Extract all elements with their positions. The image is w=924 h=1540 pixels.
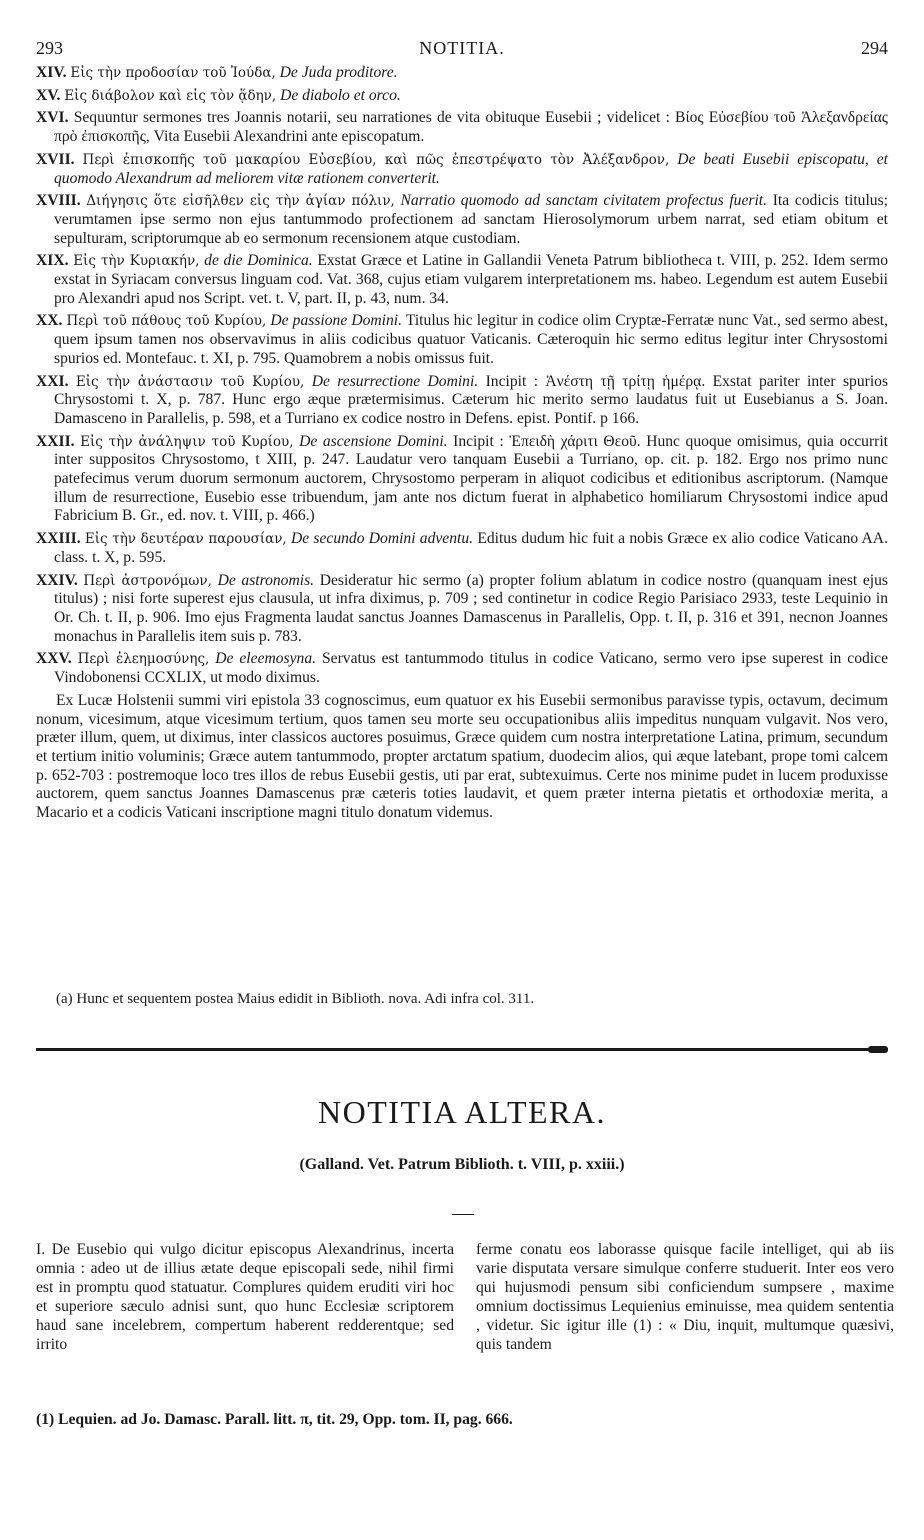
entry-greek-title: Εἰς τὴν δευτέραν παρουσίαν, (84, 531, 287, 548)
entry-latin-title: De beati Eusebii episcopatu, et quomodo Alexandrum ad meliorem vitæ rationem converterit. (54, 150, 888, 187)
entry-latin-title: De secundo Domini adventu. (290, 530, 474, 548)
entry-xv (36, 87, 888, 106)
entry-greek-title: Εἰς τὴν ἀνάστασιν τοῦ Κυρίου, (75, 373, 305, 390)
entry-xviii (36, 192, 888, 248)
entry-greek-title: Εἰς τὴν Κυριακήν, (73, 253, 200, 270)
entry-latin-title: De diabolo et orco. (280, 86, 401, 104)
short-divider (452, 1214, 474, 1215)
entry-greek-title: Περὶ ἐπισκοπῆς τοῦ μακαρίου Εὐσεβίου, καὶ πῶς ἐπεστρέψατο τὸν Ἀλέξανδρον, (82, 151, 670, 168)
entry-greek-title: Περὶ τοῦ πάθους τοῦ Κυρίου, (66, 313, 267, 330)
entry-xxiv (36, 572, 888, 647)
entry-text: Desideratur hic sermo (a) propter folium ablatum in codice nostro (quanquam inest ejus titulus) ; nisi forte superest ejus clausula, ut infra diximus, p. 709 ; sed continetur in codice Regio Parisiaco 2933, teste Lequinio in Or. Ch. t. II, p. 906. Imo ejus Fragmenta laudat sanctus Joannes Damascenus in Parallelis, Opp. t. II, p. 316 et 391, necnon Joannes monachus in Parallelis item suis p. 783. (54, 571, 888, 645)
entry-number: XVIII. (36, 192, 81, 210)
entry-latin-title: De ascensione Domini. (299, 432, 448, 450)
running-head (36, 38, 888, 60)
entry-xxiii (36, 530, 888, 567)
entry-number: XXI. (36, 372, 69, 390)
entry-number: XIV. (36, 64, 67, 81)
entry-text: Servatus est tantummodo titulus in codice Vaticano, sermo vero ipse superest in codice Vindobonensi CCXLIX, ut modo diximus. (54, 650, 888, 687)
section-subtitle: (Galland. Vet. Patrum Biblioth. t. VIII, p. xxiii.) (299, 1156, 625, 1173)
entry-number: XXIV. (36, 571, 78, 589)
entry-greek-title: Περὶ ἐλεημοσύνης, (77, 651, 210, 668)
entry-latin-title: De passione Domini. (270, 312, 403, 330)
entry-number: XVII. (36, 150, 75, 168)
sermon-list (36, 64, 888, 823)
entry-xvi (36, 109, 888, 146)
entry-greek-title: Εἰς διάβολον καὶ εἰς τὸν ᾅδην, (64, 87, 277, 104)
entry-xxi (36, 373, 888, 429)
entry-text: Titulus hic legitur in codice olim Cryptæ-Ferratæ nunc Vat., sed sermo abest, quem ipsum tamen nos observavimus in aliis codicibus quatuor Vaticanis. Cæteroquin hic sermo editus legitur inter Chrysostomi spurios ed. Montefauc. t. XI, p. 795. Quamobrem a nobis omissus fuit. (54, 312, 888, 367)
entry-xiv (36, 64, 888, 83)
entry-latin-title: de die Dominica. (204, 252, 313, 270)
footnote-1: (1) Lequien. ad Jo. Damasc. Parall. litt. π, tit. 29, Opp. tom. II, pag. 666. (36, 1411, 513, 1428)
entry-text: Exstat Græce et Latine in Gallandii Veneta Patrum bibliotheca t. VIII, p. 252. Idem sermo exstat in Syriacam conversus linguam cod. Vat. 368, cujus etiam vulgarem interpretationem ms. habeo. Legendum est autem Eusebii pro Alexandri apud nos Script. vet. t. V, part. II, p. 43, num. 34. (54, 252, 889, 307)
entry-number: XIX. (36, 252, 69, 270)
entry-latin-title: Narratio quomodo ad sanctam civitatem profectus fuerit. (400, 192, 768, 210)
entry-text: Ita codicis titulus; verumtamen ipse sermo non ejus tantummodo profectionem ad sanctam Hierosolymorum urbem narrat, sed etiam obitum et sepulturam, scriptorumque ab eo sermonum recensionem atque custodiam. (54, 192, 888, 247)
entry-greek-title: Εἰς τὴν ἀνάληψιν τοῦ Κυρίου, (80, 433, 294, 450)
entry-text: Incipit : Ἐπειδὴ χάριτι Θεοῦ. Hunc quoque omisimus, quia occurrit inter suppositos Chrysostomo, t XIII, p. 247. Laudatur vero tanquam Eusebii a Turriano, op. cit. p. 182. Ergo nos primo nunc patefecimus verum duorum sermonum auctorem, Chrysostomo perperam in aliquot codicibus et editionibus ascriptorum. (Namque illum de resurrectione, Eusebio esse tribuendum, jam ante nos dictum fuerat in alphabetico homiliarum Chrysostomi indice apud Fabricium B. Gr., ed. nov. t. VIII, p. 466.) (54, 432, 889, 525)
entry-text: Editus dudum hic fuit a nobis Græce ex alio codice Vaticano AA. class. t. X, p. 595. (54, 530, 888, 566)
entry-latin-title: De astronomis. (217, 571, 315, 589)
closing-paragraph: Ex Lucæ Holstenii summi viri epistola 33 cognoscimus, eum quatuor ex his Eusebii sermonibus paravisse typis, octavum, decimum nonum, vicesimum, atque vicesimum tertium, quos tamen seu morte seu occupationibus aliis impeditus nunquam vulgavit. Nos vero, præter illum, quem, ut diximus, inter classicos auctores posuimus, Græce quidem cum nostra interpretatione Latina, primum, secundum et tertium initio voluminis; Græce autem tantummodo, propter arctatum spatium, duodecim alios, qui æque latebant, prope tomi calcem p. 652-703 : postremoque loco tres illos de rebus Eusebii gestis, uti par erat, subtexuimus. Certe nos minime pudet in lucem produxisse auctorem, quem sanctus Joannes Damascenus præ cæteris toties laudavit, et quem præter interna pietatis et orthodoxiæ merita, a Macario et a codicis Vaticani inscriptione magni titulo donatum videmus. (36, 691, 888, 822)
section-divider (36, 1048, 888, 1051)
entry-xix (36, 252, 888, 308)
entry-latin-title: De Juda proditore. (279, 64, 398, 81)
entry-number: XVI. (36, 109, 69, 127)
entry-number: XXV. (36, 650, 72, 668)
entry-latin-title: De eleemosyna. (215, 650, 317, 668)
entry-xxii (36, 433, 888, 527)
entry-number: XXIII. (36, 530, 81, 548)
section-title: NOTITIA ALTERA. (318, 1094, 606, 1130)
body-column-left: I. De Eusebio qui vulgo dicitur episcopus Alexandrinus, incerta omnia : adeo ut de illius ætate deque episcopali sede, nihil firmi est in promptu quod statuatur. Complures quidem eruditi viri hoc et superiore sæculo adnisi sunt, quo hunc Ecclesiæ scriptorem haud sane incelebrem, compertum haberent redderentque; sed irrito (36, 1241, 454, 1353)
body-column-right: ferme conatu eos laborasse quisque facile intelliget, qui ab iis varie disputata versare simulque conferre studuerit. Inter eos vero qui hujusmodi pensum sibi conficiendum sumpsere , maxime omnium doctissimus Lequienius eminuisse, mea quidem sententia , videtur. Sic igitur ille (1) : « Diu, inquit, multumque quæsivi, quis tandem (476, 1241, 894, 1353)
entry-greek-title: Περὶ ἀστρονόμων, (83, 572, 212, 589)
entry-text: Incipit : Ἀνέστη τῇ τρίτῃ ἡμέρᾳ. Exstat pariter inter spurios Chrysostomi t. X, p. 787. Hunc ergo æque prætermisimus. Cæterum hic merito sermo laudatus fuit ut Eusebianus a S. Joan. Damasceno in Parallelis, p. 598, et a Turriano ex codice nostro in Defens. epist. Pontif. p 166. (54, 372, 889, 427)
entry-latin-title: De resurrectione Domini. (311, 372, 479, 390)
footnote-a: (a) Hunc et sequentem postea Maius edidit in Biblioth. nova. Adi infra col. 311. (56, 991, 535, 1007)
entry-xvii (36, 151, 888, 188)
page-number-right: 294 (861, 38, 888, 58)
entry-xxv (36, 650, 888, 687)
entry-greek-title: Εἰς τὴν προδοσίαν τοῦ Ἰούδα, (70, 65, 276, 81)
entry-number: XXII. (36, 432, 75, 450)
entry-text: Sequuntur sermones tres Joannis notarii, seu narrationes de vita obituque Eusebii ; videlicet : Βίος Εὐσεβίου τοῦ Ἀλεξανδρείας πρὸ ἐπισκοπῆς, Vita Eusebii Alexandrini ante episcopatum. (54, 109, 888, 146)
entry-xx (36, 312, 888, 368)
page-number-left: 293 (36, 38, 63, 58)
entry-greek-title: Διήγησις ὅτε εἰσῆλθεν εἰς τὴν ἁγίαν πόλιν, (86, 193, 395, 210)
section-divider-ornament (868, 1046, 888, 1053)
entry-number: XV. (36, 86, 61, 104)
running-title: NOTITIA. (419, 38, 505, 58)
entry-number: XX. (36, 312, 63, 330)
